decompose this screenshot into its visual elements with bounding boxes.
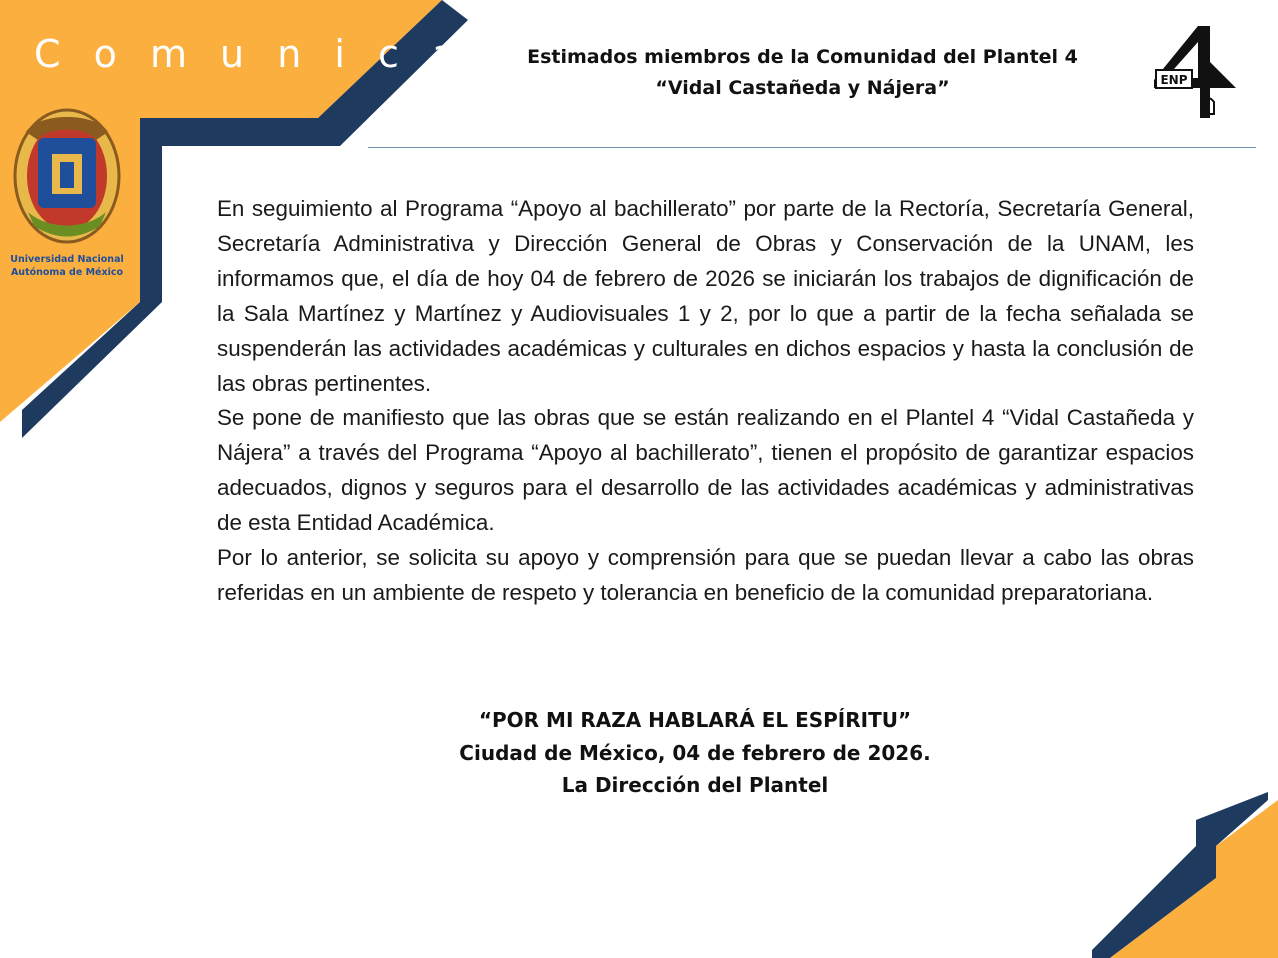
body-paragraph-3: Por lo anterior, se solicita su apoyo y comprensión para que se puedan llevar a cabo las obras referidas en un ambiente de respeto y tolerancia en beneficio de la comunidad preparatoriana. bbox=[217, 545, 1194, 605]
closing-motto: “POR MI RAZA HABLARÁ EL ESPÍRITU” bbox=[478, 708, 912, 732]
header-line-1: Estimados miembros de la Comunidad del Plantel 4 bbox=[527, 46, 1078, 68]
body-paragraph-1: En seguimiento al Programa “Apoyo al bachillerato” por parte de la Rectoría, Secretaría General, Secretaría Administrativa y Dirección General de Obras y Conservación de la UNAM, les informamos que, el día de hoy 04 de febrero de 2026 se iniciarán los trabajos de dignificación de la Sala Martínez y Martínez y Audiovisuales 1 y 2, por lo que a partir de la fecha señalada se suspenderán las actividades académicas y culturales en dichos espacios y hasta la conclusión de las obras pertinentes. bbox=[217, 196, 1194, 396]
closing-block bbox=[380, 704, 1010, 802]
svg-text:Autónoma de México: Autónoma de México bbox=[10, 267, 124, 278]
banner-title: C o m u n i c a d o bbox=[34, 32, 580, 76]
closing-date: Ciudad de México, 04 de febrero de 2026. bbox=[459, 740, 931, 765]
header-line-2: “Vidal Castañeda y Nájera” bbox=[655, 77, 950, 99]
svg-text:ENP: ENP bbox=[1160, 73, 1188, 87]
enp-4-logo-icon bbox=[1150, 22, 1242, 122]
header-greeting bbox=[470, 42, 1135, 104]
closing-signature: La Dirección del Plantel bbox=[561, 773, 829, 797]
communique-body bbox=[217, 192, 1194, 611]
header-divider bbox=[368, 147, 1256, 148]
unam-seal-icon bbox=[8, 102, 126, 280]
svg-text:Universidad Nacional: Universidad Nacional bbox=[10, 254, 124, 265]
body-paragraph-2: Se pone de manifiesto que las obras que se están realizando en el Plantel 4 “Vidal Castañeda y Nájera” a través del Programa “Apoyo al bachillerato”, tienen el propósito de garantizar espacios adecuados, dignos y seguros para el desarrollo de las actividades académicas y administrativas de esta Entidad Académica. bbox=[217, 405, 1194, 536]
